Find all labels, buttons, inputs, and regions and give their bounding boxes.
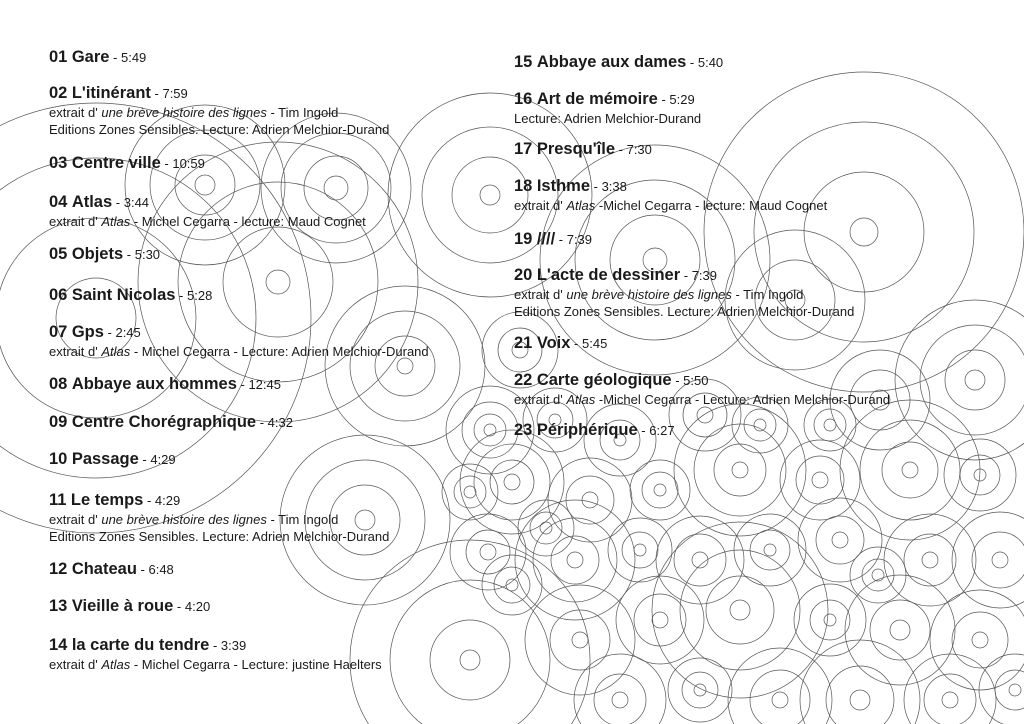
track-heading: 04 Atlas - 3:44: [49, 193, 150, 211]
concentric-circle: [668, 658, 732, 722]
track-number: 21: [514, 334, 533, 352]
track-heading: 08 Abbaye aux hommes - 12:45: [49, 375, 281, 393]
credit-text: - Tim Ingold: [266, 105, 339, 120]
track-duration: 10:59: [172, 156, 205, 171]
track-number: 04: [49, 193, 68, 211]
concentric-circle: [642, 472, 678, 508]
credit-text: - Tim Ingold: [266, 512, 339, 527]
track-number: 03: [49, 154, 68, 172]
track-heading: 14 la carte du tendre - 3:39: [49, 636, 247, 654]
track-credit-line: [49, 511, 519, 528]
track-heading: 13 Vieille à roue - 4:20: [49, 597, 211, 615]
track-item: [49, 449, 519, 470]
track-title: Abbaye aux dames: [536, 53, 687, 71]
concentric-circle: [652, 522, 828, 698]
track-item: [49, 596, 519, 617]
track-number: 09: [49, 413, 68, 431]
track-item: [49, 244, 519, 265]
track-credit-line: [49, 213, 519, 230]
track-duration: 5:40: [697, 55, 724, 70]
credit-work-title: une brève histoire des lignes: [101, 512, 267, 527]
track-duration: 7:39: [691, 268, 718, 283]
track-duration: 4:20: [184, 599, 211, 614]
concentric-circle: [540, 522, 552, 534]
track-number: 06: [49, 286, 68, 304]
track-item: [514, 370, 1014, 408]
track-duration: 2:45: [115, 325, 141, 340]
track-title: Centre ville: [71, 154, 161, 172]
concentric-circle: [824, 614, 836, 626]
concentric-circle: [728, 648, 832, 724]
concentric-circle: [995, 670, 1024, 710]
track-credit-line: [514, 110, 1014, 127]
concentric-circle: [674, 534, 726, 586]
track-number: 15: [514, 53, 533, 71]
track-duration: 3:38: [601, 179, 627, 194]
track-duration: 3:44: [123, 195, 150, 210]
concentric-circle: [904, 654, 996, 724]
track-title: Presqu'île: [536, 140, 616, 158]
track-item: [49, 374, 519, 395]
track-title: Art de mémoire: [536, 90, 658, 108]
concentric-circle: [750, 530, 790, 570]
concentric-circle: [832, 532, 848, 548]
track-title: Centre Chorégraphique: [71, 413, 257, 431]
track-title: Voix: [536, 334, 571, 352]
track-title: Saint Nicolas: [71, 286, 176, 304]
track-title: Atlas: [71, 193, 113, 211]
track-item: [514, 420, 1014, 441]
credit-text: extrait d': [49, 214, 102, 229]
concentric-circle: [942, 692, 958, 708]
credit-text: -Michel Cegarra - lecture: Maud Cognet: [595, 198, 828, 213]
track-item: [49, 192, 519, 230]
tracklist-right-column: [514, 52, 1014, 441]
track-duration: 4:29: [154, 493, 181, 508]
track-credit-line: [514, 286, 1014, 303]
track-number: 17: [514, 140, 533, 158]
track-item: [514, 333, 1014, 354]
track-item: [49, 153, 519, 174]
credit-text: extrait d': [49, 512, 102, 527]
concentric-circle: [850, 690, 870, 710]
track-number: 02: [49, 84, 68, 102]
concentric-circle: [812, 472, 828, 488]
concentric-circle: [732, 462, 748, 478]
concentric-circle: [764, 544, 776, 556]
concentric-circle: [800, 640, 920, 724]
credit-text: extrait d': [49, 105, 102, 120]
track-item: [49, 635, 519, 673]
track-title: Gps: [71, 323, 104, 341]
track-heading: 17 Presqu'île - 7:30: [514, 140, 652, 158]
concentric-circle: [656, 516, 744, 604]
track-heading: 10 Passage - 4:29: [49, 450, 176, 468]
track-credit-line: [514, 197, 1014, 214]
track-heading: 12 Chateau - 6:48: [49, 560, 174, 578]
concentric-circle: [530, 512, 562, 544]
concentric-circle: [612, 692, 628, 708]
concentric-circle: [714, 444, 766, 496]
concentric-circle: [884, 514, 976, 606]
concentric-circle: [922, 552, 938, 568]
track-item: [49, 322, 519, 360]
track-number: 22: [514, 371, 533, 389]
track-credit-line: [49, 528, 519, 545]
track-title: ////: [536, 230, 556, 248]
concentric-circle: [654, 484, 666, 496]
concentric-circle: [902, 462, 918, 478]
track-number: 18: [514, 177, 533, 195]
track-number: 05: [49, 245, 68, 263]
track-item: [514, 229, 1014, 250]
track-title: Vieille à roue: [71, 597, 174, 615]
track-item: [514, 176, 1014, 214]
track-duration: 7:30: [626, 142, 652, 157]
concentric-circle: [810, 600, 850, 640]
track-duration: 6:27: [649, 423, 675, 438]
track-title: Chateau: [71, 560, 137, 578]
credit-text: -Michel Cegarra - Lecture: Adrien Melchior-Durand: [595, 392, 891, 407]
track-duration: 5:28: [187, 288, 213, 303]
track-duration: 12:45: [248, 377, 281, 392]
track-title: Passage: [71, 450, 139, 468]
track-number: 01: [49, 48, 68, 66]
track-title: Périphérique: [536, 421, 638, 439]
concentric-circle: [890, 620, 910, 640]
track-number: 14: [49, 636, 68, 654]
track-heading: 02 L'itinérant - 7:59: [49, 84, 188, 102]
concentric-circle: [730, 600, 750, 620]
concentric-circle: [582, 492, 598, 508]
concentric-circle: [694, 684, 706, 696]
track-heading: 22 Carte géologique - 5:50: [514, 371, 709, 389]
concentric-circle: [882, 442, 938, 498]
track-heading: 03 Centre ville - 10:59: [49, 154, 205, 172]
track-heading: 01 Gare - 5:49: [49, 48, 147, 66]
track-number: 19: [514, 230, 533, 248]
credit-work-title: Atlas: [101, 214, 131, 229]
track-number: 13: [49, 597, 68, 615]
concentric-circle: [979, 654, 1024, 724]
credit-text: Lecture: Adrien Melchior-Durand: [514, 111, 702, 126]
credit-work-title: Atlas: [101, 657, 131, 672]
track-duration: 3:39: [220, 638, 247, 653]
credit-text: - Michel Cegarra - lecture: Maud Cognet: [130, 214, 366, 229]
track-title: Carte géologique: [536, 371, 672, 389]
track-credit-line: [514, 303, 1014, 320]
track-item: [49, 83, 519, 138]
track-credit-line: [49, 343, 519, 360]
concentric-circle: [972, 532, 1024, 588]
concentric-circle: [634, 544, 646, 556]
concentric-circle: [616, 576, 704, 664]
track-item: [49, 412, 519, 433]
track-credit-line: [49, 121, 519, 138]
track-item: [514, 52, 1014, 73]
concentric-circle: [992, 552, 1008, 568]
track-credit-line: [49, 104, 519, 121]
track-duration: 4:29: [150, 452, 176, 467]
concentric-circle: [574, 654, 666, 724]
tracklist-left-column: [49, 47, 519, 673]
track-number: 20: [514, 266, 533, 284]
track-item: [49, 285, 519, 306]
credit-text: extrait d': [49, 344, 102, 359]
concentric-circle: [551, 536, 599, 584]
track-title: L'acte de dessiner: [536, 266, 681, 284]
track-item: [49, 490, 519, 545]
concentric-circle: [772, 692, 788, 708]
track-number: 07: [49, 323, 68, 341]
concentric-circle: [533, 518, 617, 602]
track-number: 08: [49, 375, 68, 393]
track-heading: 05 Objets - 5:30: [49, 245, 161, 263]
credit-text: extrait d': [514, 392, 567, 407]
track-item: [514, 265, 1014, 320]
credit-text: extrait d': [514, 198, 567, 213]
track-heading: 21 Voix - 5:45: [514, 334, 608, 352]
credit-work-title: Atlas: [566, 392, 596, 407]
concentric-circle: [706, 576, 774, 644]
track-duration: 7:39: [566, 232, 593, 247]
credit-text: extrait d': [514, 287, 567, 302]
track-heading: 23 Périphérique - 6:27: [514, 421, 675, 439]
concentric-circle: [518, 500, 574, 556]
concentric-circle: [630, 460, 690, 520]
credit-text: Editions Zones Sensibles. Lecture: Adrien Melchior-Durand: [49, 529, 390, 544]
concentric-circle: [1009, 684, 1021, 696]
concentric-circle: [952, 612, 1008, 668]
track-credit-line: [49, 656, 519, 673]
concentric-circle: [572, 632, 588, 648]
concentric-circle: [794, 584, 866, 656]
track-number: 12: [49, 560, 68, 578]
track-heading: 16 Art de mémoire - 5:29: [514, 90, 695, 108]
concentric-circle: [608, 518, 672, 582]
track-title: la carte du tendre: [71, 636, 210, 654]
concentric-circle: [904, 534, 956, 586]
track-item: [49, 559, 519, 580]
concentric-circle: [750, 670, 810, 724]
concentric-circle: [796, 456, 844, 504]
concentric-circle: [780, 440, 860, 520]
track-number: 23: [514, 421, 533, 439]
track-credit-line: [514, 391, 1014, 408]
track-title: L'itinérant: [71, 84, 151, 102]
credit-text: Editions Zones Sensibles. Lecture: Adrien Melchior-Durand: [514, 304, 855, 319]
credit-work-title: une brève histoire des lignes: [101, 105, 267, 120]
concentric-circle: [682, 672, 718, 708]
track-title: Abbaye aux hommes: [71, 375, 237, 393]
track-heading: 09 Centre Chorégraphique - 4:32: [49, 413, 293, 431]
credit-work-title: Atlas: [566, 198, 596, 213]
track-item: [514, 139, 1014, 160]
track-duration: 5:29: [669, 92, 695, 107]
concentric-circle: [594, 674, 646, 724]
concentric-circle: [826, 666, 894, 724]
track-title: Gare: [71, 48, 110, 66]
credit-text: - Michel Cegarra - Lecture: justine Haelters: [130, 657, 382, 672]
concentric-circle: [798, 498, 882, 582]
track-title: Objets: [71, 245, 124, 263]
track-number: 11: [49, 491, 67, 509]
track-heading: 19 //// - 7:39: [514, 230, 593, 248]
track-heading: 15 Abbaye aux dames - 5:40: [514, 53, 724, 71]
track-heading: 18 Isthme - 3:38: [514, 177, 627, 195]
concentric-circle: [634, 594, 686, 646]
track-duration: 7:59: [162, 86, 188, 101]
concentric-circle: [924, 674, 976, 724]
track-item: [514, 89, 1014, 127]
concentric-circle: [652, 612, 668, 628]
concentric-circle: [972, 632, 988, 648]
track-number: 16: [514, 90, 533, 108]
credit-text: - Michel Cegarra - Lecture: Adrien Melchior-Durand: [130, 344, 429, 359]
track-heading: 07 Gps - 2:45: [49, 323, 141, 341]
track-duration: 5:49: [120, 50, 147, 65]
credit-work-title: une brève histoire des lignes: [566, 287, 732, 302]
track-duration: 5:45: [582, 336, 608, 351]
track-duration: 4:32: [267, 415, 293, 430]
track-title: Isthme: [536, 177, 590, 195]
track-number: 10: [49, 450, 68, 468]
concentric-circle: [550, 610, 610, 670]
track-heading: 11 Le temps - 4:29: [49, 491, 181, 509]
concentric-circle: [952, 512, 1024, 608]
credit-text: Editions Zones Sensibles. Lecture: Adrien Melchior-Durand: [49, 122, 390, 137]
track-duration: 5:50: [683, 373, 709, 388]
track-heading: 20 L'acte de dessiner - 7:39: [514, 266, 718, 284]
track-title: Le temps: [70, 491, 144, 509]
concentric-circle: [870, 600, 930, 660]
concentric-circle: [567, 552, 583, 568]
credit-text: extrait d': [49, 657, 102, 672]
concentric-circle: [872, 569, 884, 581]
track-item: [49, 47, 519, 68]
credit-text: - Tim Ingold: [731, 287, 804, 302]
track-duration: 6:48: [148, 562, 174, 577]
track-duration: 5:30: [134, 247, 161, 262]
track-heading: 06 Saint Nicolas - 5:28: [49, 286, 213, 304]
concentric-circle: [622, 532, 658, 568]
credit-work-title: Atlas: [101, 344, 131, 359]
